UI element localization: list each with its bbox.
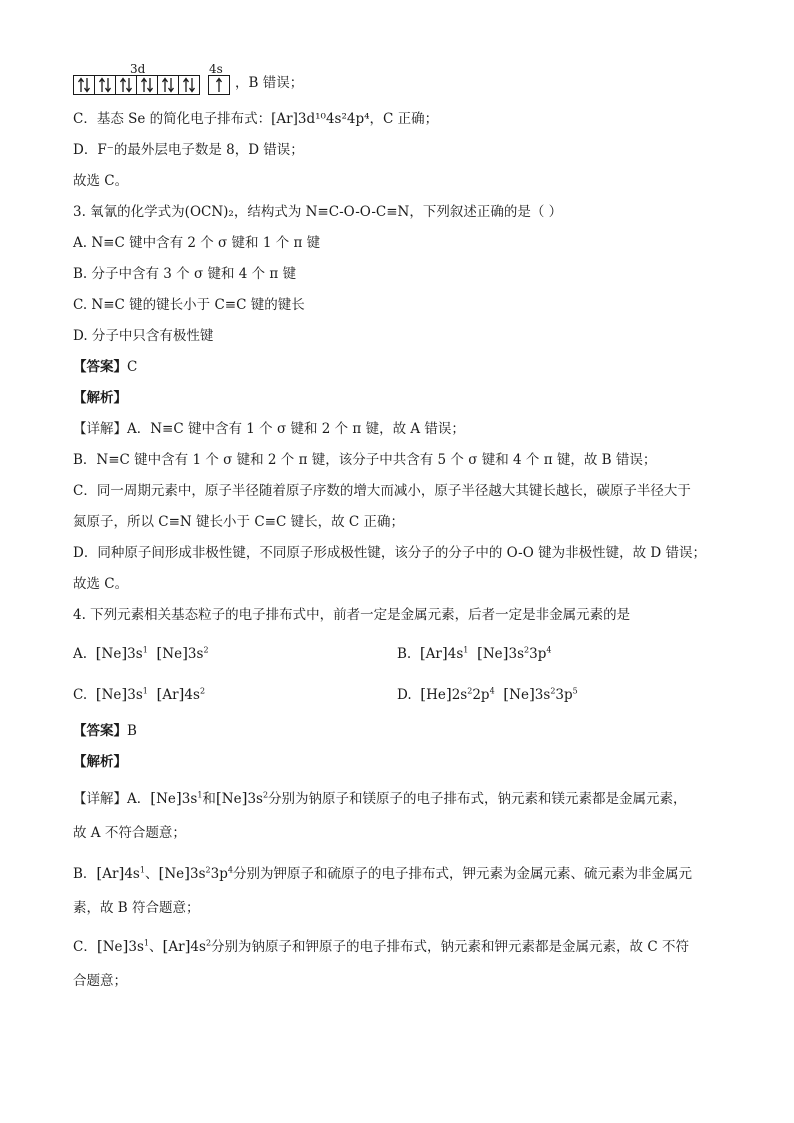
q3-detail-b: B．N≡C 键中含有 1 个 σ 键和 2 个 π 键，该分子中共含有 5 个 σ 键和 4 个 π 键，故 B 错误；: [73, 452, 657, 468]
detail-tag: 【详解】: [73, 421, 127, 437]
question-3: 3. 氧氰的化学式为(OCN)₂，结构式为 N≡C-O-O-C≡N，下列叙述正确的是（ ）: [73, 204, 563, 220]
option-label: D.: [397, 687, 412, 703]
detail-prefix: A．: [127, 791, 151, 807]
option-label: C.: [73, 687, 88, 703]
line-d-f: D．F⁻的最外层电子数是 8，D 错误；: [73, 142, 304, 158]
q4-detail-a: 【详解】A．$[Ne]3s^1$和$[Ne]3s^2$分别为钠原子和镁原子的电子排布式，钠元素和镁元素都是金属元素，: [73, 789, 687, 807]
line-c-se: C．基态 Se 的简化电子排布式：[Ar]3d¹⁰4s²4p⁴，C 正确；: [73, 111, 439, 127]
answer-tag: 【答案】: [73, 723, 127, 739]
answer-tag: 【答案】: [73, 359, 127, 375]
q4-detail-b2: 素，故 B 符合题意；: [73, 900, 200, 916]
orbital-cell: [179, 76, 200, 94]
orbital-cell: [158, 76, 179, 94]
orbital-tail-text: ，B 错误；: [235, 75, 304, 91]
q3-detail-d: D．同种原子间形成非极性键，不同原子形成极性键，该分子的分子中的 O-O 键为非极性键，故 D 错误；: [73, 545, 707, 561]
q3-option-d: D. 分子中只含有极性键: [73, 328, 214, 344]
detail-prefix: C．: [73, 939, 97, 955]
orbital-cell: [95, 76, 116, 94]
detail-text: 分别为钾原子和硫原子的电子排布式，钾元素为金属元素、硫元素为非金属元: [232, 866, 692, 882]
orbital-cell: [116, 76, 137, 94]
q3-parse: [73, 389, 127, 407]
parse-tag: 【解析】: [73, 390, 127, 406]
q4-option-c: C. $[Ne]3s^1$ $[Ar]4s^2$: [73, 685, 206, 703]
q3-detail-c1: C．同一周期元素中，原子半径随着原子序数的增大而减小，原子半径越大其键长越长，碳原子半径大于: [73, 483, 691, 499]
q3-detail-end: 故选 C。: [73, 576, 129, 592]
q4-parse: [73, 753, 127, 771]
option-label: B.: [397, 646, 412, 662]
q3-option-c: C. N≡C 键的键长小于 C≡C 键的键长: [73, 297, 305, 313]
q4-option-a: A. $[Ne]3s^1$ $[Ne]3s^2$: [73, 644, 209, 662]
orbital-label-4s: 4s: [209, 62, 223, 76]
q3-detail-a: [73, 420, 465, 438]
q3-option-a: A. N≡C 键中含有 2 个 σ 键和 1 个 π 键: [73, 235, 321, 251]
q3-answer: [73, 358, 137, 376]
orbital-box-3d: [73, 75, 200, 95]
detail-text: 分别为钠原子和钾原子的电子排布式，钠元素和钾元素都是金属元素，故 C 不符: [211, 939, 689, 955]
q4-detail-b: B．$[Ar]4s^1$、$[Ne]3s^23p^4$分别为钾原子和硫原子的电子排布式，钾元素为金属元素、硫元素为非金属元: [73, 864, 692, 882]
orbital-label-3d: 3d: [130, 62, 146, 76]
q4-option-b: B. $[Ar]4s^1$ $[Ne]3s^23p^4$: [397, 644, 552, 662]
detail-joiner: 、: [149, 939, 163, 955]
parse-tag: 【解析】: [73, 754, 127, 770]
orbital-cell: [74, 76, 95, 94]
q4-answer: [73, 722, 137, 740]
q4-option-d: D. $[He]2s^22p^4$ $[Ne]3s^23p^5$: [397, 685, 578, 703]
detail-joiner: 、: [144, 866, 159, 882]
detail-text: 分别为钠原子和镁原子的电子排布式，钠元素和镁元素都是金属元素，: [268, 791, 687, 807]
answer-value: C: [127, 359, 138, 375]
q4-detail-c: C．$[Ne]3s^1$、$[Ar]4s^2$分别为钠原子和钾原子的电子排布式，钠元素和钾元素都是金属元素，故 C 不符: [73, 937, 689, 955]
orbital-cell: [137, 76, 158, 94]
q3-option-b: B. 分子中含有 3 个 σ 键和 4 个 π 键: [73, 266, 297, 282]
line-choose-c: 故选 C。: [73, 173, 129, 189]
question-4: 4. 下列元素相关基态粒子的电子排布式中，前者一定是金属元素，后者一定是非金属元素的是: [73, 607, 631, 623]
orbital-cell: [209, 76, 230, 94]
detail-tag: 【详解】: [73, 791, 127, 807]
answer-value: B: [127, 723, 137, 739]
q4-detail-c2: 合题意；: [73, 973, 127, 989]
q4-detail-a2: 故 A 不符合题意；: [73, 825, 186, 841]
orbital-box-4s: [208, 75, 230, 95]
detail-joiner: 和: [202, 791, 216, 807]
option-label: A.: [73, 646, 88, 662]
detail-text: A．N≡C 键中含有 1 个 σ 键和 2 个 π 键，故 A 错误；: [127, 421, 465, 437]
q3-detail-c2: 氮原子，所以 C≡N 键长小于 C≡C 键长，故 C 正确；: [73, 514, 404, 530]
detail-prefix: B．: [73, 866, 97, 882]
